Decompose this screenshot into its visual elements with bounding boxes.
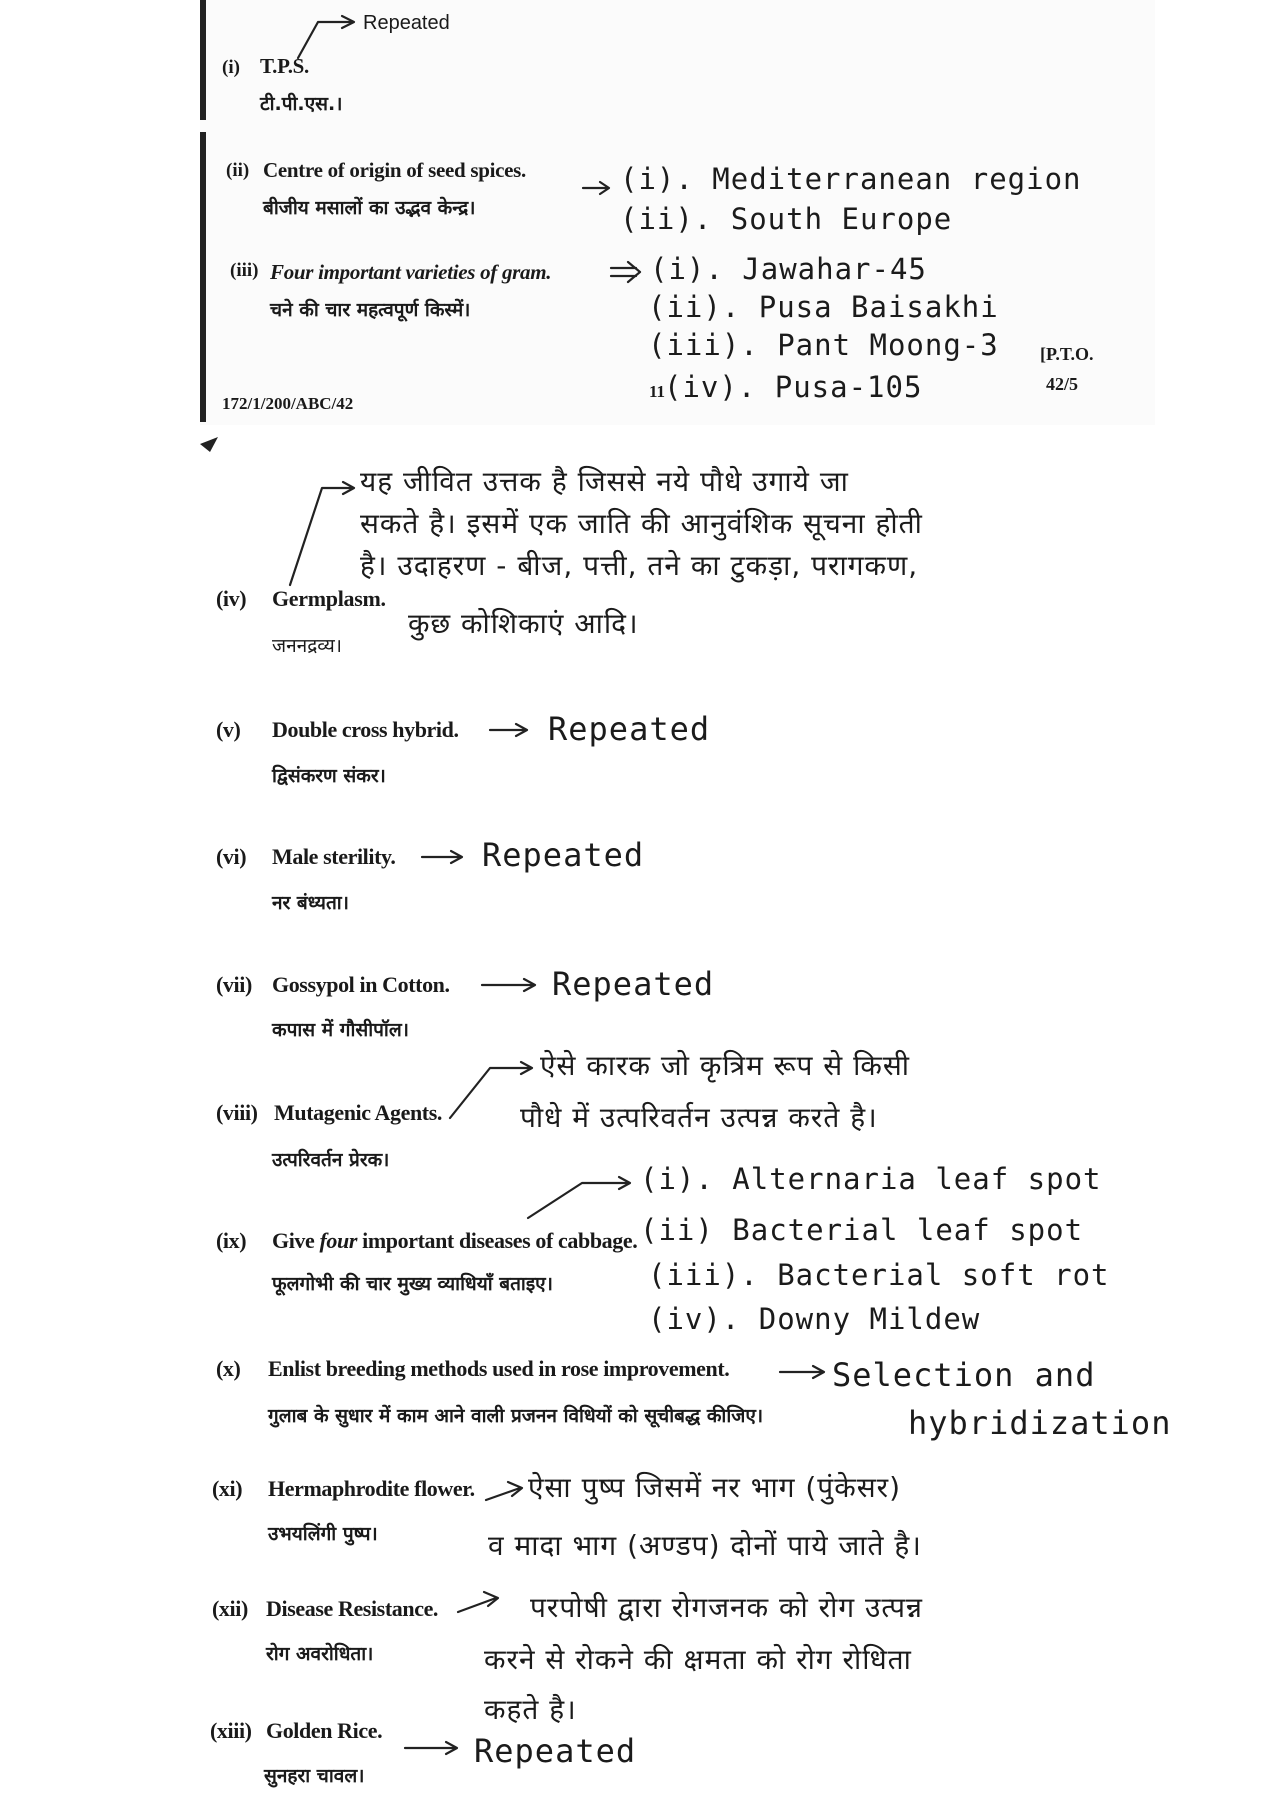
pto-label: [P.T.O.	[1040, 344, 1094, 364]
question-hindi: गुलाब के सुधार में काम आने वाली प्रजनन विधियों को सूचीबद्ध कीजिए।	[268, 1405, 764, 1427]
handwritten-answer: Repeated	[548, 710, 711, 748]
question-text: Germplasm.	[272, 586, 386, 611]
page-number: 11	[649, 382, 666, 401]
corner-mark	[200, 437, 218, 452]
handwritten-answer: व मादा भाग (अण्डप) दोनों पाये जाते है।	[488, 1529, 922, 1562]
handwritten-answer: ऐसा पुष्प जिसमें नर भाग (पुंकेसर)	[528, 1471, 902, 1504]
handwritten-answer: (i). Alternaria leaf spot	[640, 1162, 1102, 1196]
question-text: Give four important diseases of cabbage.	[272, 1228, 638, 1253]
question-hindi: जननद्रव्य।	[272, 635, 342, 657]
question-number: (ii)	[226, 160, 250, 181]
handwritten-answer: (ii). Pusa Baisakhi	[648, 290, 999, 324]
handwritten-answer: करने से रोकने की क्षमता को रोग रोधिता	[484, 1643, 912, 1676]
handwritten-answer: (iii). Bacterial soft rot	[648, 1258, 1110, 1292]
handwritten-answer: पौधे में उत्परिवर्तन उत्पन्न करते है।	[520, 1101, 878, 1134]
question-hindi: उत्परिवर्तन प्रेरक।	[272, 1149, 390, 1171]
handwritten-answer: (i). Jawahar-45	[650, 252, 927, 286]
handwritten-answer: (iv). Pusa-105	[664, 370, 923, 404]
question-number: (x)	[216, 1356, 241, 1381]
question-number: (vi)	[216, 844, 247, 869]
handwritten-answer: Repeated	[474, 1732, 637, 1770]
question-hindi: टी.पी.एस.।	[260, 93, 343, 115]
question-number: (v)	[216, 717, 241, 742]
handwritten-answer: Repeated	[552, 965, 715, 1003]
handwritten-answer: कहते है।	[484, 1693, 577, 1726]
question-number: (vii)	[216, 972, 252, 997]
question-text: Golden Rice.	[266, 1718, 383, 1743]
handwritten-answer: Repeated	[482, 836, 645, 874]
question-text: Double cross hybrid.	[272, 717, 459, 742]
handwritten-answer: (ii) Bacterial leaf spot	[640, 1213, 1084, 1247]
question-text: Mutagenic Agents.	[274, 1100, 442, 1125]
handwritten-answer: है। उदाहरण - बीज, पत्ती, तने का टुकड़ा, परागकण,	[360, 549, 919, 582]
question-number: (i)	[222, 57, 240, 78]
repeated-note: Repeated	[363, 12, 450, 34]
question-hindi: बीजीय मसालों का उद्भव केन्द्र।	[263, 197, 476, 219]
question-text: Gossypol in Cotton.	[272, 972, 450, 997]
question-text: Hermaphrodite flower.	[268, 1476, 475, 1501]
question-hindi: कपास में गौसीपॉल।	[272, 1019, 409, 1041]
question-number: (iii)	[230, 260, 259, 281]
set-number: 42/5	[1046, 374, 1079, 394]
handwritten-answer: Selection and	[832, 1356, 1096, 1394]
question-text: T.P.S.	[260, 54, 309, 78]
question-text: Male sterility.	[272, 844, 396, 869]
handwritten-answer: कुछ कोशिकाएं आदि।	[408, 607, 639, 640]
question-hindi: चने की चार महत्वपूर्ण किस्में।	[270, 299, 471, 321]
question-text: Four important varieties of gram.	[270, 260, 552, 284]
handwritten-answer: (iii). Pant Moong-3	[648, 328, 999, 362]
question-hindi: उभयलिंगी पुष्प।	[268, 1523, 378, 1545]
question-hindi: नर बंध्यता।	[272, 892, 349, 914]
question-text: Enlist breeding methods used in rose improvement.	[268, 1356, 730, 1381]
question-number: (xiii)	[210, 1718, 252, 1743]
question-number: (xi)	[212, 1476, 243, 1501]
question-number: (ix)	[216, 1228, 247, 1253]
question-number: (viii)	[216, 1100, 258, 1125]
handwritten-answer: यह जीवित उत्तक है जिससे नये पौधे उगाये जा	[360, 465, 849, 498]
question-hindi: रोग अवरोधिता।	[266, 1643, 374, 1665]
handwritten-answer: (i). Mediterranean region	[620, 162, 1082, 196]
question-number: (xii)	[212, 1596, 248, 1621]
question-number: (iv)	[216, 586, 247, 611]
question-hindi: सुनहरा चावल।	[264, 1765, 365, 1787]
handwritten-answer: सकते है। इसमें एक जाति की आनुवंशिक सूचना होती	[360, 507, 923, 540]
question-hindi: फूलगोभी की चार मुख्य व्याधियाँ बताइए।	[272, 1273, 553, 1295]
question-text: Centre of origin of seed spices.	[263, 158, 526, 182]
handwritten-answer: (iv). Downy Mildew	[648, 1302, 981, 1336]
question-hindi: द्विसंकरण संकर।	[272, 765, 386, 787]
handwritten-answer: hybridization	[908, 1404, 1172, 1442]
question-text: Disease Resistance.	[266, 1596, 439, 1621]
paper-code: 172/1/200/ABC/42	[222, 394, 354, 413]
handwritten-answer: (ii). South Europe	[620, 202, 953, 236]
handwritten-answer: ऐसे कारक जो कृत्रिम रूप से किसी	[540, 1049, 911, 1082]
handwritten-answer: परपोषी द्वारा रोगजनक को रोग उत्पन्न	[530, 1591, 923, 1624]
